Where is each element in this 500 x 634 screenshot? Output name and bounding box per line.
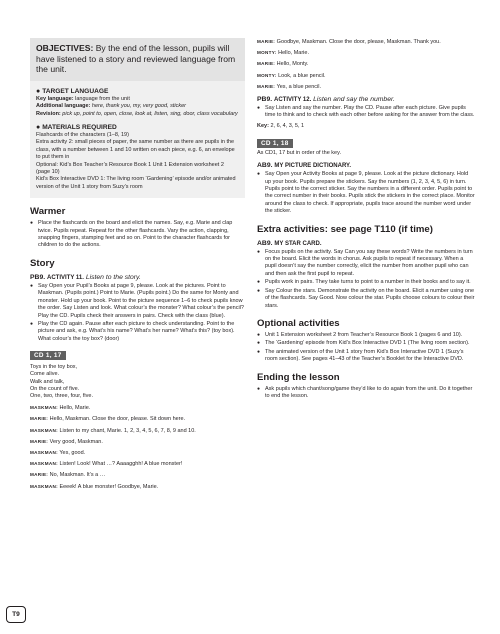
warmer-list — [30, 220, 245, 250]
objectives-box — [30, 38, 245, 81]
list-item: ● Say Listen and say the number. Play the CD. Pause after each picture. Give pupils time to think and to check with each other before asking for the answer from the class. — [257, 105, 475, 120]
dialogue-line: MARIE: Hello, Maskman. Close the door, please. Sit down here. — [30, 416, 186, 423]
ending-heading: Ending the lesson — [257, 371, 340, 383]
right-column — [257, 38, 475, 401]
materials-extra: Extra activity 2: small pieces of paper, the same number as there are pupils in the class, with a number between 1 and 10 written on each piece, e.g. 6, an envelope to put them in — [36, 139, 235, 161]
ending-list — [257, 386, 475, 401]
dialogue-line: MASKMAN: Listen! Look! What …? Aaaagghh! A blue monster! — [30, 461, 183, 468]
list-item: ● Ask pupils which chant/song/game they’d like to do again from the unit. Do it together to end the lesson. — [257, 386, 475, 401]
list-item: ● The ‘Gardening’ episode from Kid’s Box Interactive DVD 1 (The living room section). — [257, 340, 475, 347]
dialogue-line: MONTY: Hello, Marie. — [257, 50, 309, 57]
list-item: ● Unit 1 Extension worksheet 2 from Teacher’s Resource Book 1 (pages 6 and 10). — [257, 332, 475, 339]
dialogue-line: MASKMAN: Listen to my chant, Marie. 1, 2, 3, 4, 5, 6, 7, 8, 9 and 10. — [30, 427, 196, 434]
dialogue-line: MARIE: Yes, a blue pencil. — [257, 83, 322, 90]
answer-key: Key: 2, 6, 4, 3, 5, 1 — [257, 122, 305, 129]
activity12-list — [257, 105, 475, 120]
star-card-list — [257, 249, 475, 310]
extra-activities-heading: Extra activities: see page T110 (if time) — [257, 223, 433, 235]
cd-track-badge: CD 1, 18 — [257, 139, 293, 148]
dialogue-line: MARIE: No, Maskman. It’s a … — [30, 472, 106, 479]
optional-activities-heading: Optional activities — [257, 317, 340, 329]
story-dialogue — [30, 404, 245, 491]
materials-heading: ● MATERIALS REQUIRED — [36, 124, 117, 131]
materials-dvd: Kid’s Box Interactive DVD 1: The living room ‘Gardening’ episode and/or animated version of the Unit 1 story from Suzy’s room — [36, 176, 236, 190]
key-language: Key language: language from the unit — [36, 95, 130, 102]
list-item: ● Play the CD again. Pause after each picture to check understanding. Point to the picture and ask, e.g. What’s his name? What’s her name? What’s this? (toy box). What colour’s the toy box? (door) — [30, 321, 245, 343]
story-heading: Story — [30, 257, 55, 269]
dialogue-line: MARIE: Goodbye, Maskman. Close the door, please, Maskman. Thank you. — [257, 39, 441, 45]
optional-list — [257, 332, 475, 364]
dialogue-line: MASKMAN: Eeeek! A blue monster! Goodbye, Marie. — [30, 483, 159, 490]
story-list — [30, 283, 245, 343]
pb9-activity12-heading: PB9. ACTIVITY 12. Listen and say the number. — [257, 96, 395, 104]
ab9-dictionary-heading: AB9. MY PICTURE DICTIONARY. — [257, 162, 352, 170]
list-item: ● The animated version of the Unit 1 story from Kid’s Box Interactive DVD 1 (Suzy’s room section). See pages 41–43 of the Teacher’s Booklet for the Interactive DVD. — [257, 349, 475, 364]
objectives-text: By the end of the lesson, pupils will have listened to a story and reviewed language from the unit. — [36, 43, 236, 75]
target-language-heading: ● TARGET LANGUAGE — [36, 87, 109, 95]
revision-language: Revision: pick up, point to, open, close, look at, listen, sing, door, class vocabulary — [36, 110, 238, 117]
warmer-heading: Warmer — [30, 206, 66, 218]
list-item: ● Say Open your Pupil’s Books at page 9, please. Look at the pictures. Point to Maskman. (Pupils point.) Point to Marie. (Pupils point.) Do the same for Monty and monster. Hold up your book. Point to the picture sequence 1–6 to check pupils know the order. Say Listen and look. What colour’s the monster? What colour’s the pencil? Play the CD. Pupils check their answers in pairs. Check with the class (blue). — [30, 283, 245, 320]
list-item: ● Focus pupils on the activity. Say Can you say these words? Write the numbers in turn on the board. Elicit the words in chorus. Ask pupils to repeat if necessary. When a pupil doesn’t say the number correctly, elicit the number from another pupil who can and then ask the first pupil to repeat. — [257, 249, 475, 279]
page-number: T9 — [6, 606, 26, 623]
cd-note: As CD1, 17 but in order of the key. — [257, 149, 341, 156]
story-activity-heading: PB9. ACTIVITY 11. Listen to the story. — [30, 273, 141, 281]
materials-optional: Optional: Kid’s Box Teacher’s Resource Book 1 Unit 1 Extension worksheet 2 (page 10) — [36, 161, 224, 176]
dialogue-line: MARIE: Very good, Maskman. — [30, 438, 103, 445]
song-lyrics: Toys in the toy box, Come alive. Walk and talk, On the count of five. One, two, three, four, five. — [30, 364, 93, 399]
objectives-label: OBJECTIVES: — [36, 43, 94, 53]
dialogue-line: MARIE: Hello, Monty. — [257, 61, 309, 68]
materials-flashcards: Flashcards of the characters (1–8, 19) — [36, 132, 129, 138]
list-item: ● Say Open your Activity Books at page 9, please. Look at the picture dictionary. Hold up your book. Pupils prepare the stickers. Say the numbers (1, 2, 3, 4, 5, 6) in turn. Pupils point to the correct sticker. Say the numbers in a different order. Pupils point to the correct number in their books. Pupils stick the stickers in the correct place. Monitor around the class to check. If appropriate, pupils trace around the number word under the sticker. — [257, 171, 475, 215]
star-card-heading: AB9. MY STAR CARD. — [257, 239, 322, 247]
cd-track-badge: CD 1, 17 — [30, 351, 66, 360]
list-item: ● Place the flashcards on the board and elicit the names. Say, e.g. Marie and clap twice. Pupils repeat. Repeat for the other flashcards. Vary the action, clapping, snapping fingers, stamping feet and so on. Point to the character flashcards for children to do the actions. — [30, 220, 245, 250]
additional-language: Additional language: here, thank you, my, very good, sticker — [36, 103, 186, 110]
dialogue-line: MASKMAN: Hello, Marie. — [30, 405, 91, 412]
objectives — [36, 43, 239, 75]
ab9-list — [257, 171, 475, 215]
dialogue-line: MONTY: Look, a blue pencil. — [257, 72, 326, 79]
planning-box — [30, 81, 245, 198]
dialogue-line: MASKMAN: Yes, good. — [30, 449, 86, 456]
list-item: ● Say Colour the stars. Demonstrate the activity on the board. Elicit a number using one of the flashcards. Say Good. Now colour the star. Pupils choose colours to colour their stars. — [257, 288, 475, 310]
continued-dialogue — [257, 38, 475, 91]
left-column — [30, 0, 245, 494]
list-item: ● Pupils work in pairs. They take turns to point to a number in their books and to say it. — [257, 279, 475, 286]
